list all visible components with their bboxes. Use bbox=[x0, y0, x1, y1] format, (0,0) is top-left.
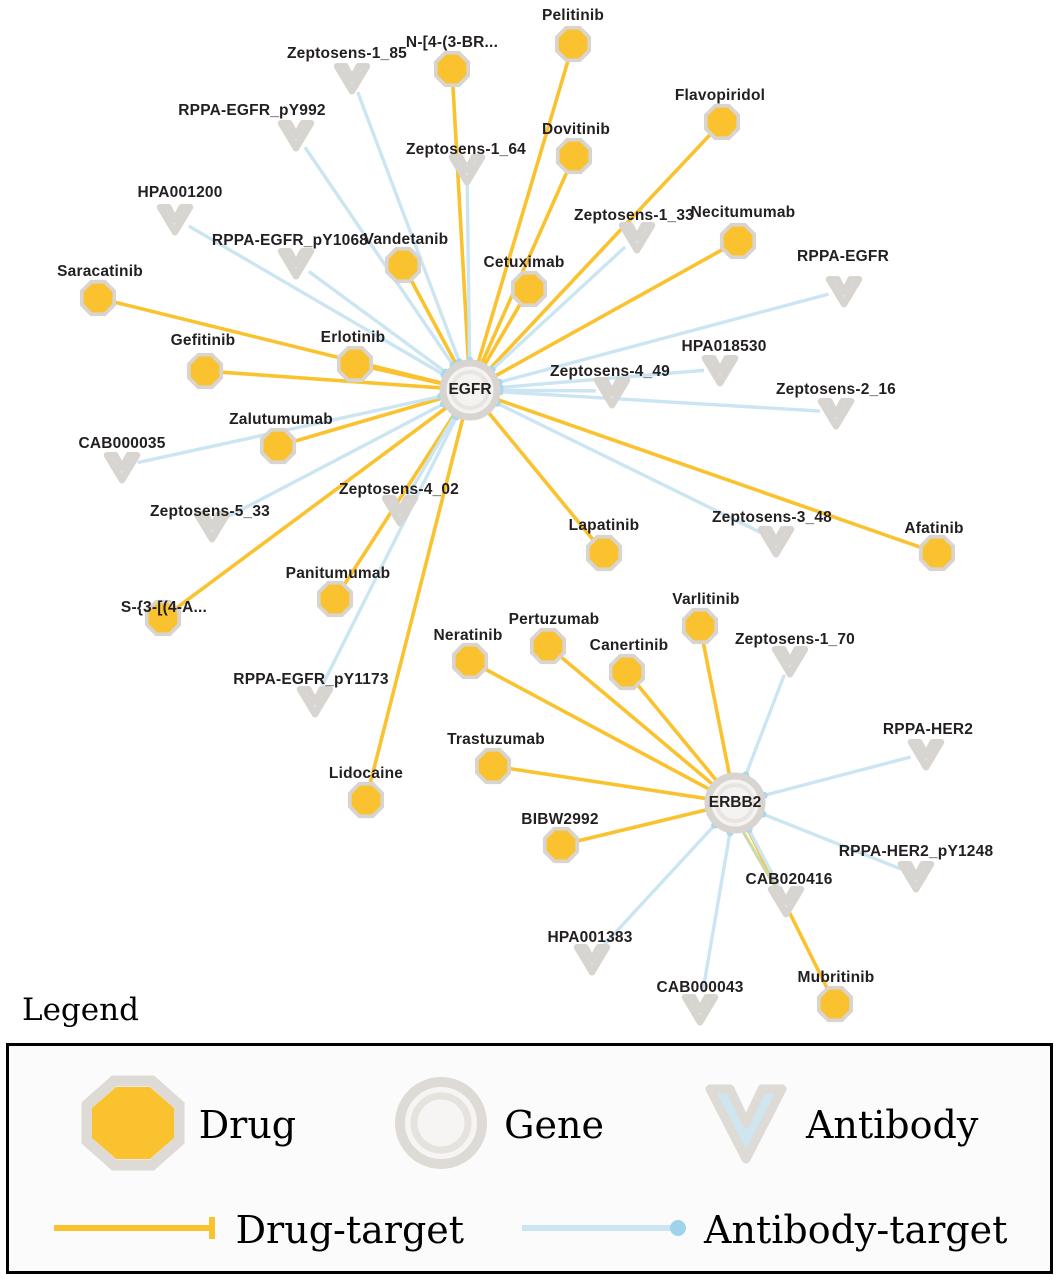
antibody-node[interactable] bbox=[821, 401, 851, 426]
antibody-node[interactable] bbox=[775, 649, 805, 674]
legend-item-drug bbox=[81, 1075, 296, 1176]
drug-node-label: BIBW2992 bbox=[521, 811, 599, 828]
drug-node-label: Panitumumab bbox=[285, 565, 391, 582]
legend-item-drug-target bbox=[52, 1208, 464, 1252]
antibody-node-label: HPA018530 bbox=[681, 338, 767, 355]
antibody-node-label: CAB000035 bbox=[78, 435, 166, 452]
drug-node[interactable] bbox=[559, 30, 588, 59]
drug-node[interactable] bbox=[84, 284, 113, 313]
drug-node-label: Canertinib bbox=[589, 637, 669, 654]
edge-antibody-target bbox=[603, 825, 715, 946]
antibody-node-label: CAB020416 bbox=[745, 871, 833, 888]
edge-antibody-target bbox=[703, 833, 730, 993]
antibody-node[interactable] bbox=[705, 358, 735, 383]
drug-node-label: Lapatinib bbox=[568, 517, 640, 534]
legend-item-antibody-target bbox=[520, 1208, 1007, 1252]
drug-node[interactable] bbox=[341, 350, 370, 379]
edge-drug-target bbox=[496, 250, 722, 376]
antibody-node[interactable] bbox=[107, 455, 137, 480]
gene-node-label: EGFR bbox=[448, 381, 492, 398]
octagon-icon bbox=[81, 1075, 185, 1176]
antibody-node[interactable] bbox=[622, 225, 652, 250]
legend-title: Legend bbox=[22, 992, 139, 1028]
legend-edge-row bbox=[9, 1194, 1050, 1266]
antibody-node-label: HPA001200 bbox=[137, 184, 223, 201]
edge-drug-target bbox=[373, 368, 441, 383]
edge-antibody-target bbox=[746, 675, 784, 775]
drug-node[interactable] bbox=[534, 632, 563, 661]
drug-node[interactable] bbox=[821, 990, 850, 1019]
drug-node-label: Flavopiridol bbox=[674, 87, 766, 104]
legend-label-antibody-target: Antibody-target bbox=[704, 1208, 1008, 1252]
antibody-node[interactable] bbox=[577, 947, 607, 972]
antibody-node-label: Zeptosens-4_02 bbox=[339, 481, 459, 498]
drug-node[interactable] bbox=[352, 786, 381, 815]
edge-antibody-target bbox=[749, 830, 779, 886]
drug-node-label: Zalutumumab bbox=[229, 411, 333, 428]
drug-node-label: Pertuzumab bbox=[508, 611, 600, 628]
drug-node[interactable] bbox=[560, 142, 589, 171]
legend-box bbox=[6, 1043, 1053, 1274]
drug-node[interactable] bbox=[438, 55, 467, 84]
legend-item-antibody bbox=[700, 1075, 978, 1176]
circle-ring-icon bbox=[392, 1075, 490, 1176]
drug-node[interactable] bbox=[149, 604, 178, 633]
antibody-node-label: RPPA-HER2 bbox=[882, 721, 974, 738]
drug-node-label: Mubritinib bbox=[797, 969, 875, 986]
antibody-node[interactable] bbox=[385, 498, 415, 523]
antibody-node-label: Zeptosens-1_70 bbox=[735, 631, 855, 648]
edge-drug-target bbox=[453, 87, 468, 360]
antibody-node[interactable] bbox=[281, 251, 311, 276]
antibody-node[interactable] bbox=[160, 207, 190, 232]
edge-antibody-target bbox=[763, 814, 901, 869]
legend-item-gene bbox=[392, 1075, 604, 1176]
drug-node[interactable] bbox=[479, 752, 508, 781]
antibody-node[interactable] bbox=[685, 997, 715, 1022]
edge-antibody-target bbox=[358, 92, 460, 362]
legend-label-gene: Gene bbox=[504, 1103, 604, 1147]
edge-drug-target bbox=[295, 398, 441, 441]
antibody-node[interactable] bbox=[300, 689, 330, 714]
drug-node[interactable] bbox=[264, 432, 293, 461]
gene-node-label: ERBB2 bbox=[708, 794, 762, 811]
drug-node[interactable] bbox=[547, 831, 576, 860]
antibody-node[interactable] bbox=[911, 742, 941, 767]
antibody-node-label: CAB000043 bbox=[656, 979, 744, 996]
edge-antibody-target bbox=[497, 403, 762, 533]
edge-antibody-target bbox=[305, 147, 453, 365]
antibody-node[interactable] bbox=[337, 66, 367, 91]
drug-node-label: Neratinib bbox=[433, 627, 503, 644]
edge-antibody-target bbox=[467, 184, 469, 360]
drug-node-label: Dovitinib bbox=[541, 121, 611, 138]
antibody-target-edge-icon bbox=[520, 1215, 692, 1246]
drug-node-label: Vandetanib bbox=[363, 231, 449, 248]
drug-node[interactable] bbox=[686, 612, 715, 641]
legend-label-antibody: Antibody bbox=[805, 1103, 979, 1147]
antibody-node-label: Zeptosens-1_33 bbox=[574, 207, 694, 224]
drug-node[interactable] bbox=[613, 658, 642, 687]
edge-antibody-target bbox=[764, 757, 910, 795]
drug-node-label: Erlotinib bbox=[320, 329, 386, 346]
antibody-node[interactable] bbox=[761, 529, 791, 554]
antibody-node[interactable] bbox=[901, 864, 931, 889]
legend-node-row bbox=[9, 1070, 1050, 1180]
antibody-node[interactable] bbox=[597, 380, 627, 405]
antibody-node[interactable] bbox=[829, 279, 859, 304]
antibody-node-label: RPPA-HER2_pY1248 bbox=[838, 843, 994, 860]
antibody-node-label: RPPA-EGFR_pY1068 bbox=[211, 232, 369, 249]
drug-node[interactable] bbox=[321, 585, 350, 614]
antibody-node-label: Zeptosens-1_64 bbox=[406, 141, 526, 158]
edge-layer bbox=[115, 61, 920, 992]
antibody-node[interactable] bbox=[197, 514, 227, 539]
antibody-node-label: Zeptosens-4_49 bbox=[550, 363, 670, 380]
edge-drug-target bbox=[578, 810, 705, 841]
edge-drug-target bbox=[498, 400, 920, 547]
drug-node-label: Necitumumab bbox=[690, 204, 796, 221]
edge-drug-target bbox=[703, 644, 729, 774]
antibody-node[interactable] bbox=[281, 123, 311, 148]
drug-node-label: N-[4-(3-BR... bbox=[405, 34, 499, 51]
antibody-node-label: HPA001383 bbox=[547, 929, 633, 946]
antibody-node-label: Zeptosens-1_85 bbox=[287, 45, 407, 62]
drug-node-label: Saracatinib bbox=[57, 263, 143, 280]
antibody-node-label: Zeptosens-3_48 bbox=[712, 509, 832, 526]
drug-node[interactable] bbox=[389, 251, 418, 280]
chevron-down-icon bbox=[700, 1075, 792, 1176]
antibody-node-label: RPPA-EGFR_pY992 bbox=[178, 102, 326, 119]
drug-node[interactable] bbox=[923, 539, 952, 568]
drug-node-label: Pelitinib bbox=[541, 7, 605, 24]
edge-drug-target bbox=[489, 413, 593, 539]
edge-drug-target bbox=[479, 61, 568, 361]
antibody-node-label: Zeptosens-2_16 bbox=[776, 381, 896, 398]
drug-node[interactable] bbox=[456, 647, 485, 676]
drug-node-label: Cetuximab bbox=[483, 254, 565, 271]
drug-node-label: Afatinib bbox=[904, 520, 964, 537]
drug-target-edge-icon bbox=[52, 1215, 224, 1246]
edge-antibody-target bbox=[500, 392, 820, 411]
edge-antibody-target bbox=[500, 390, 596, 391]
legend-label-drug: Drug bbox=[198, 1103, 297, 1147]
node-layer bbox=[84, 30, 952, 1023]
drug-node-label: Gefitinib bbox=[170, 332, 236, 349]
drug-node[interactable] bbox=[515, 275, 544, 304]
drug-node-label: S-{3-[(4-A... bbox=[120, 599, 208, 616]
antibody-node-label: Zeptosens-5_33 bbox=[150, 503, 270, 520]
antibody-node[interactable] bbox=[771, 889, 801, 914]
antibody-node-label: RPPA-EGFR_pY1173 bbox=[233, 671, 389, 688]
drug-node[interactable] bbox=[191, 357, 220, 386]
drug-node-label: Lidocaine bbox=[328, 765, 404, 782]
drug-node[interactable] bbox=[590, 539, 619, 568]
edge-antibody-target bbox=[492, 247, 625, 370]
drug-node[interactable] bbox=[724, 227, 753, 256]
drug-node-label: Varlitinib bbox=[672, 591, 740, 608]
drug-node[interactable] bbox=[708, 108, 737, 137]
legend-label-drug-target: Drug-target bbox=[235, 1208, 465, 1252]
drug-node-label: Trastuzumab bbox=[447, 731, 545, 748]
antibody-node-label: RPPA-EGFR bbox=[797, 248, 889, 265]
